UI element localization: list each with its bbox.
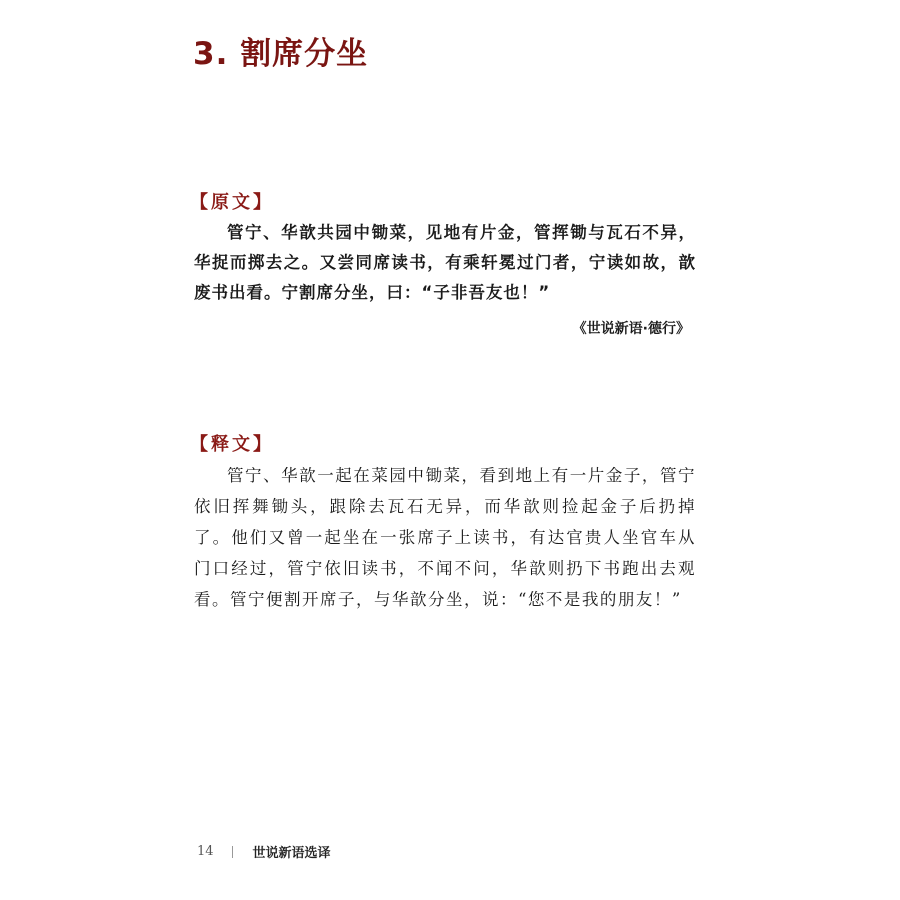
label-open-bracket: 【	[190, 192, 211, 213]
running-book-title: 世说新语选译	[252, 846, 331, 861]
footer-divider	[232, 846, 233, 858]
original-paragraph: 管宁、华歆共园中锄菜，见地有片金，管挥锄与瓦石不异，华捉而掷去之。又尝同席读书，有乘轩冕过门者，宁读如故，歆废书出看。宁割席分坐，曰：“子非吾友也！”	[194, 223, 696, 302]
page-number: 14	[197, 844, 214, 859]
label-open-bracket: 【	[190, 434, 211, 455]
source-citation: 《世说新语·德行》	[572, 321, 690, 337]
original-text-body	[194, 218, 696, 308]
label-close-bracket: 】	[253, 192, 274, 213]
page-footer	[197, 842, 331, 861]
label-close-bracket: 】	[253, 434, 274, 455]
chapter-title: 3. 割席分坐	[193, 36, 369, 72]
original-label-text: 原文	[211, 192, 253, 213]
translation-label-text: 释文	[211, 434, 253, 455]
translation-label	[190, 430, 274, 456]
translation-paragraph: 管宁、华歆一起在菜园中锄菜，看到地上有一片金子，管宁依旧挥舞锄头，跟除去瓦石无异，而华歆则捡起金子后扔掉了。他们又曾一起坐在一张席子上读书，有达官贵人坐官车从门口经过，管宁依旧读书，不闻不问，华歆则扔下书跑出去观看。管宁便割开席子，与华歆分坐，说：“您不是我的朋友！”	[194, 466, 696, 609]
original-text-label	[190, 188, 274, 214]
translation-text-body	[194, 460, 696, 615]
